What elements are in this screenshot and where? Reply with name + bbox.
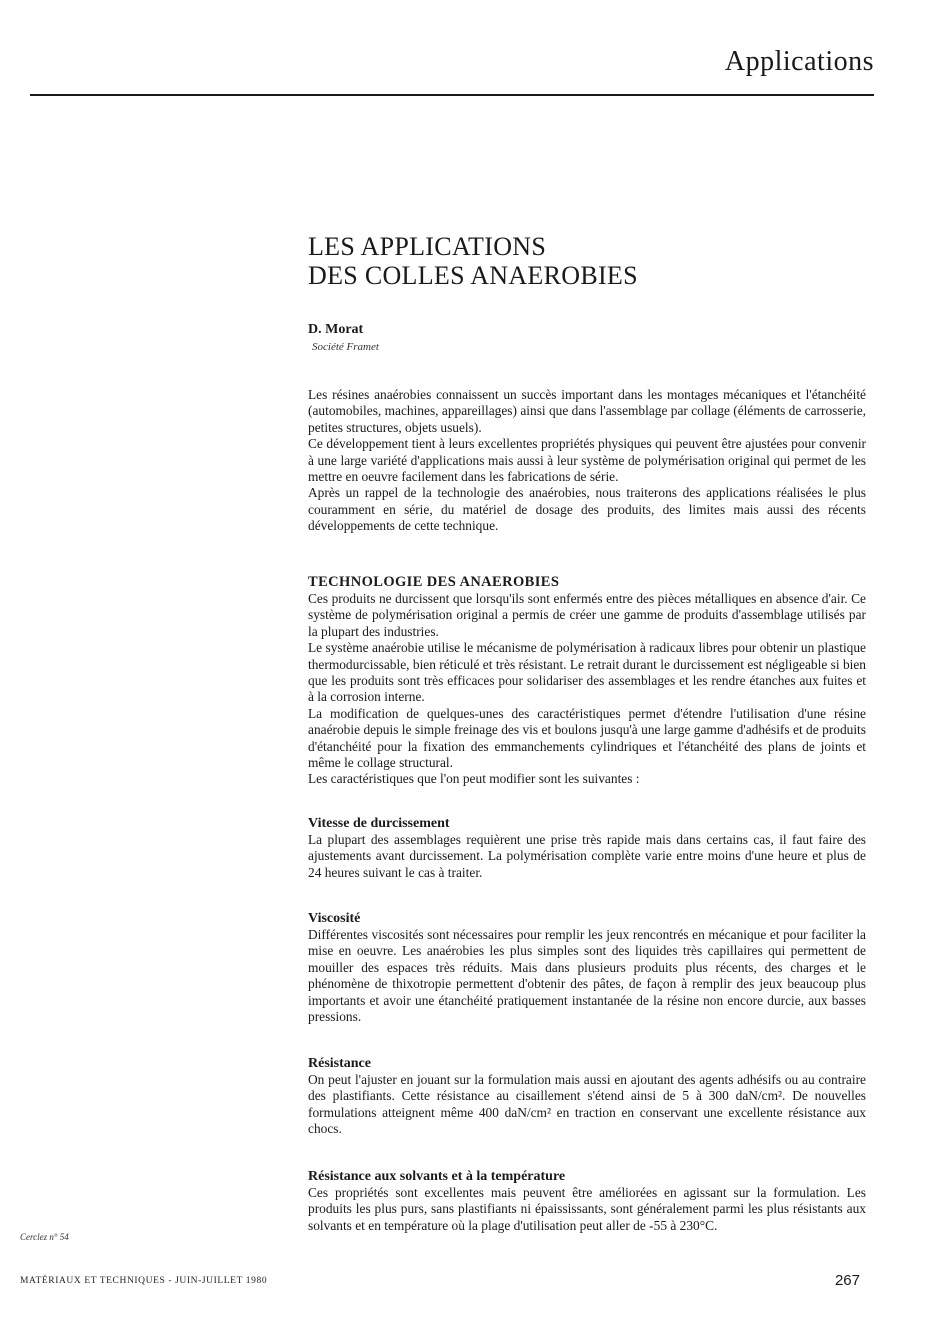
body-paragraph: Ces propriétés sont excellentes mais peuvent être améliorées en agissant sur la formulation. Les produits les plus purs, sans plastifiants ni épaississants, sont généralement parmi les plus résistants aux solvants et en température où la plage d'utilisation peut aller de -55 à 230°C. xyxy=(308,1185,866,1233)
abstract-paragraph: Après un rappel de la technologie des anaérobies, nous traiterons des applications réalisées le plus couramment en série, du matériel de dosage des produits, des limites mais aussi des récents développements de cette technique. xyxy=(308,485,866,534)
abstract-paragraph: Ce développement tient à leurs excellentes propriétés physiques qui peuvent être ajustées pour convenir à une large variété d'applications mais aussi à leur système de polymérisation original qui permet de les mettre en oeuvre facilement dans les fabrications de série. xyxy=(308,436,866,485)
author-affiliation: Société Framet xyxy=(312,341,379,353)
subsection-heading: Viscosité xyxy=(308,911,361,926)
section-viscosite xyxy=(308,910,866,1025)
article-title xyxy=(308,232,638,290)
subsection-heading: Résistance aux solvants et à la température xyxy=(308,1169,566,1184)
body-paragraph: Le système anaérobie utilise le mécanisme de polymérisation à radicaux libres pour obtenir un plastique thermodurcissable, bien réticulé et très résistant. Le retrait durant le durcissement est négligeable si bien que les produits sont très efficaces pour solidariser des assemblages et les rendre étanches aux fuites et à la corrosion interne. xyxy=(308,640,866,705)
body-paragraph: Les caractéristiques que l'on peut modifier sont les suivantes : xyxy=(308,771,640,787)
author-name: D. Morat xyxy=(308,322,364,337)
abstract-paragraph: Les résines anaérobies connaissent un succès important dans les montages mécaniques et l'étanchéité (automobiles, machines, appareillages) ainsi que dans l'assemblage par collage (éléments de carrosserie, petites structures, objets usuels). xyxy=(308,387,866,435)
title-line-1: LES APPLICATIONS xyxy=(308,232,547,261)
section-technologie xyxy=(308,574,866,788)
title-line-2: DES COLLES ANAEROBIES xyxy=(308,261,638,290)
body-paragraph: On peut l'ajuster en jouant sur la formulation mais aussi en ajoutant des agents adhésifs ou au contraire des plastifiants. Cette résistance au cisaillement s'étend ainsi de 5 à 300 daN/cm². De nouvelles formulations atteignent même 400 daN/cm² en traction en conservant une excellente résistance aux chocs. xyxy=(308,1072,866,1137)
body-paragraph: La plupart des assemblages requièrent une prise très rapide mais dans certains cas, il faut faire des ajustements avant durcissement. La polymérisation complète varie entre moins d'une heure et plus de 24 heures suivant le cas à traiter. xyxy=(308,832,866,880)
section-label: Applications xyxy=(724,46,874,77)
body-paragraph: La modification de quelques-unes des caractéristiques permet d'étendre l'utilisation d'une résine anaérobie depuis le simple freinage des vis et boulons jusqu'à une large gamme d'adhésifs et de produits d'étanchéité pour la fixation des emmanchements cylindriques et l'étanchéité des plans de joints et même le collage structural. xyxy=(308,705,866,771)
subsection-heading: Vitesse de durcissement xyxy=(308,816,450,831)
body-paragraph: Différentes viscosités sont nécessaires pour remplir les jeux rencontrés en mécanique et pour faciliter la mise en oeuvre. Les anaérobies les plus simples sont des liquides très capillaires qui permettent de mouiller des espaces très réduits. Mais dans plusieurs produits plus récents, des charges et le phénomène de thixotropie permettent d'obtenir des pâtes, de façon à remplir des jeux beaucoup plus importants et avoir une étanchéité pratiquement instantanée de la résine non encore durcie, aux basses pressions. xyxy=(308,927,866,1025)
body-paragraph: Ces produits ne durcissent que lorsqu'ils sont enfermés entre des pièces métalliques en absence d'air. Ce système de polymérisation original a permis de créer une gamme de produits d'assemblage utilisés par la plupart des industries. xyxy=(308,591,866,639)
page-number: 267 xyxy=(834,1272,860,1289)
section-vitesse xyxy=(308,815,866,881)
section-resistance-solvants xyxy=(308,1168,866,1234)
journal-footer: MATÉRIAUX ET TECHNIQUES - JUIN-JUILLET 1980 xyxy=(20,1276,268,1286)
abstract xyxy=(308,387,866,535)
reader-service-note: Cerclez n° 54 xyxy=(20,1232,69,1242)
subsection-heading: Résistance xyxy=(308,1056,371,1071)
header-rule xyxy=(30,94,874,96)
section-heading: TECHNOLOGIE DES ANAEROBIES xyxy=(308,574,560,590)
section-resistance xyxy=(308,1055,866,1138)
